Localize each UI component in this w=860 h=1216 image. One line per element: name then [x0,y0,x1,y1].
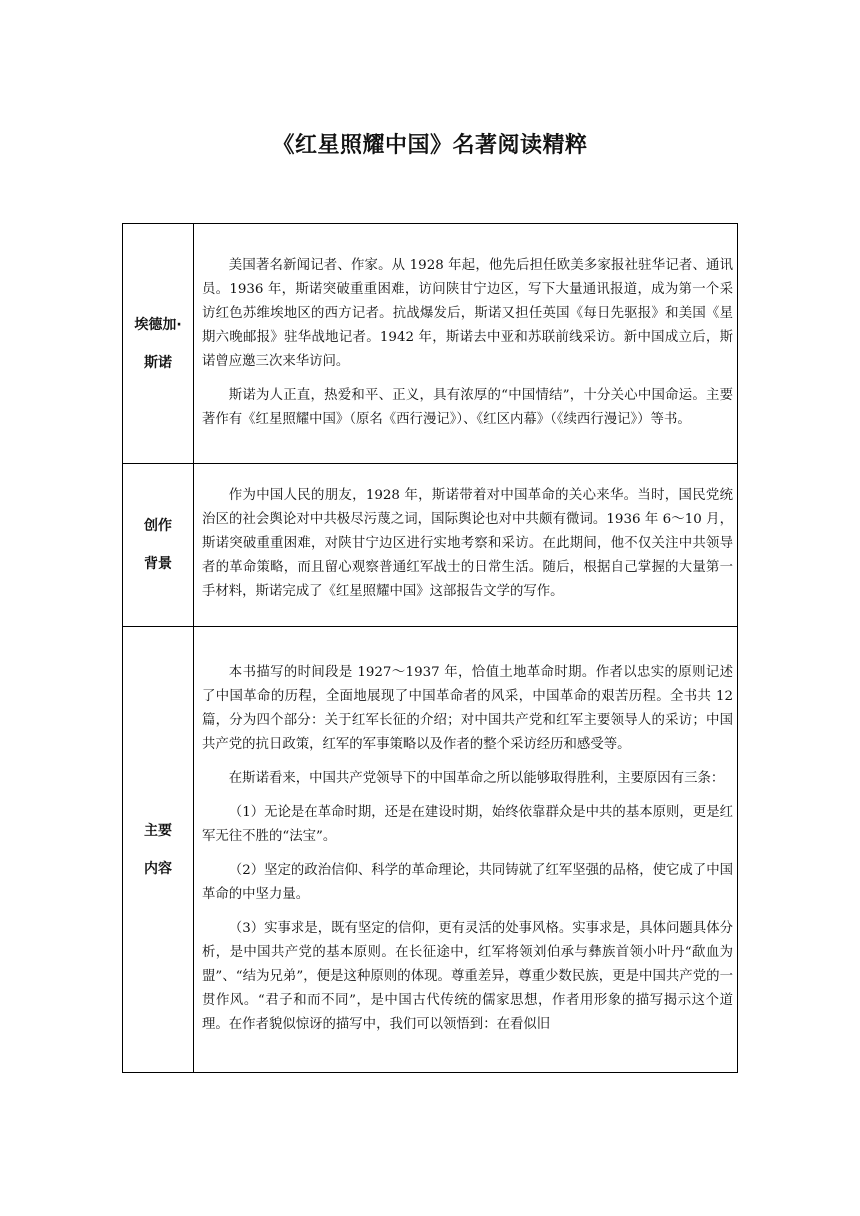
paragraph: （1）无论是在革命时期，还是在建设时期，始终依靠群众是中共的基本原则，更是红军无往不胜的“法宝”。 [202,804,733,844]
row-content-author [194,224,738,464]
table-row-author [123,224,738,464]
paragraph: 在斯诺看来，中国共产党领导下的中国革命之所以能够取得胜利，主要原因有三条： [228,770,725,786]
paragraph: 作为中国人民的朋友，1928 年，斯诺带着对中国革命的关心来华。当时，国民党统治区的社会舆论对中共极尽污蔑之词，国际舆论也对中共颇有微词。1936 年 6～10 月，斯诺突破重重困难，对陕甘宁边区进行实地考察和采访。在此期间，他不仅关注中共领导者的革命策略，而且留心观察普通红军战士的日常生活。随后，根据自己掌握的大量第一手材料，斯诺完成了《红星照耀中国》这部报告文学的写作。 [202,488,733,599]
label-line: 背景 [144,556,172,572]
label-line: 斯诺 [144,354,172,371]
table-row-background [123,464,738,627]
row-label-content [123,627,194,1073]
label-line: 创作 [144,518,172,534]
paragraph: 本书描写的时间段是 1927～1937 年，恰值土地革命时期。作者以忠实的原则记述了中国革命的历程，全面地展现了中国革命者的风采，中国革命的艰苦历程。全书共 12 篇，分为四个部分：关于红军长征的介绍；对中国共产党和红军主要领导人的采访；中国共产党的抗日政策，红军的军事策略以及作者的整个采访经历和感受等。 [202,664,733,752]
reading-table [122,223,738,1073]
row-content-main [194,627,738,1073]
paragraph: （3）实事求是，既有坚定的信仰，更有灵活的处事风格。实事求是，具体问题具体分析，是中国共产党的基本原则。在长征途中，红军将领刘伯承与彝族首领小叶丹“歃血为盟”、“结为兄弟”，便是这种原则的体现。尊重差异，尊重少数民族，更是中国共产党的一贯作风。“君子和而不同”，是中国古代传统的儒家思想，作者用形象的描写揭示这个道理。在作者貌似惊讶的描写中，我们可以领悟到：在看似旧 [202,920,733,1032]
paragraph: 斯诺为人正直，热爱和平、正义，具有浓厚的“中国情结”，十分关心中国命运。主要著作有《红星照耀中国》（原名《西行漫记》）、《红区内幕》（《续西行漫记》）等书。 [202,387,733,427]
label-line: 埃德加· [134,316,182,333]
label-line: 内容 [144,860,172,877]
label-line: 主要 [144,822,172,839]
table-row-content [123,627,738,1073]
row-label-author [123,224,194,464]
row-label-background [123,464,194,627]
row-content-background [194,464,738,627]
page-title: 《红星照耀中国》名著阅读精粹 [272,133,588,158]
paragraph: 美国著名新闻记者、作家。从 1928 年起，他先后担任欧美多家报社驻华记者、通讯员。1936 年，斯诺突破重重困难，访问陕甘宁边区，写下大量通讯报道，成为第一个采访红色苏维埃地区的西方记者。抗战爆发后，斯诺又担任英国《每日先驱报》和美国《星期六晚邮报》驻华战地记者。1942 年，斯诺去中亚和苏联前线采访。新中国成立后，斯诺曾应邀三次来华访问。 [202,257,733,369]
paragraph: （2）坚定的政治信仰、科学的革命理论，共同铸就了红军坚强的品格，使它成了中国革命的中坚力量。 [202,862,733,902]
